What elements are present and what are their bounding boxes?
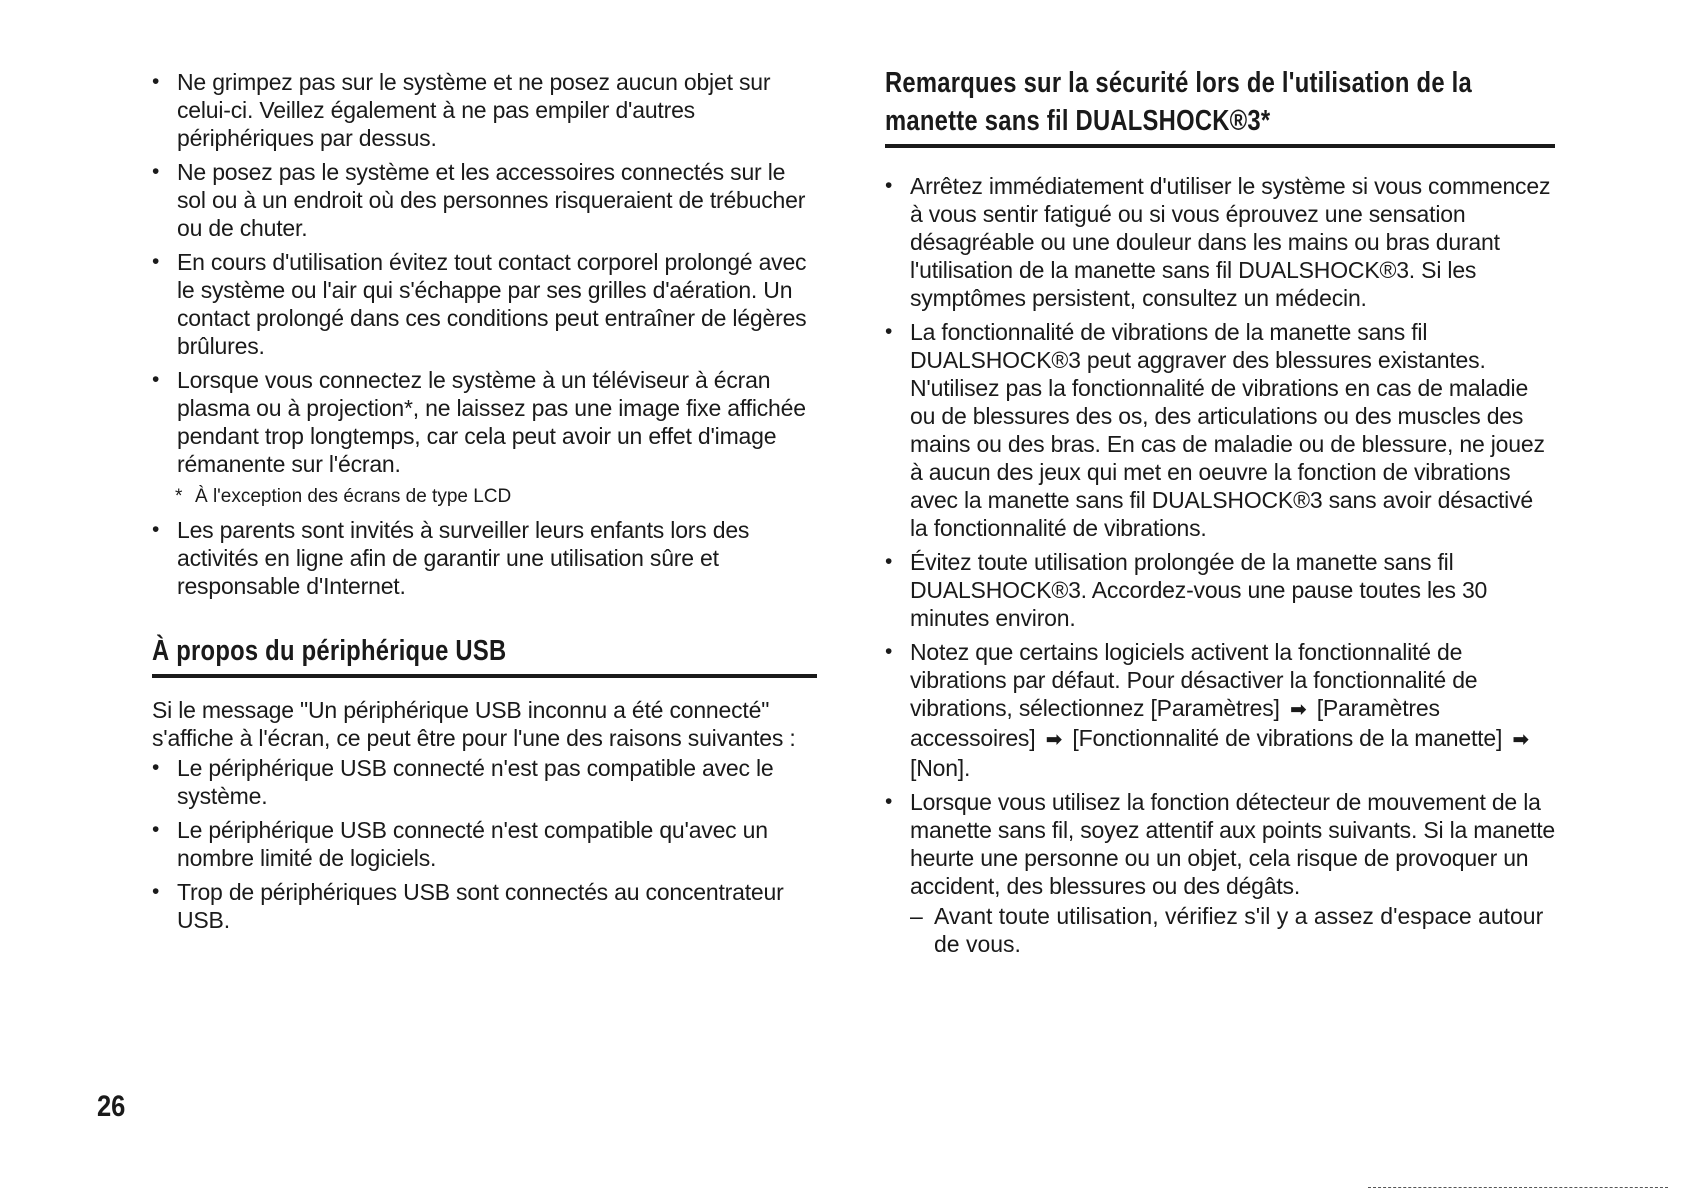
menu-path-step: [Non]. bbox=[910, 755, 971, 781]
footnote-mark: * bbox=[175, 486, 183, 507]
footnote-text: À l'exception des écrans de type LCD bbox=[195, 486, 512, 507]
menu-path-step: [Paramètres] bbox=[1150, 695, 1280, 721]
list-item: • La fonctionnalité de vibrations de la manette sans fil DUALSHOCK®3 peut aggraver des blessures existantes. N'utilisez pas la fonctionnalité de vibrations en cas de maladie ou de blessures des os, des articulations ou des muscles des mains ou des bras. En cas de maladie ou de blessure, ne jouez à aucun des jeux qui met en oeuvre la fonction de vibrations avec la manette sans fil DUALSHOCK®3 sans avoir désactivé la fonctionnalité de vibrations. bbox=[885, 318, 1555, 542]
list-item-settings bbox=[885, 638, 1555, 782]
list-item: • Les parents sont invités à surveiller leurs enfants lors des activités en ligne afin de garantir une utilisation sûre et responsable d'Internet. bbox=[152, 516, 817, 600]
list-item: • Évitez toute utilisation prolongée de la manette sans fil DUALSHOCK®3. Accordez-vous une pause toutes les 30 minutes environ. bbox=[885, 548, 1555, 632]
list-item: • Trop de périphériques USB sont connectés au concentrateur USB. bbox=[152, 878, 817, 934]
menu-path-step: [Fonctionnalité de vibrations de la manette] bbox=[1072, 725, 1503, 751]
parents-list bbox=[152, 516, 817, 600]
scan-edge-line bbox=[1368, 1187, 1668, 1189]
list-item: • En cours d'utilisation évitez tout contact corporel prolongé avec le système ou l'air qui s'échappe par ses grilles d'aération. Un contact prolongé dans ces conditions peut entraîner de légères brûlures. bbox=[152, 248, 817, 360]
list-item: • Ne grimpez pas sur le système et ne posez aucun objet sur celui-ci. Veillez également à ne pas empiler d'autres périphériques par dessus. bbox=[152, 68, 817, 152]
right-arrow-icon: ➡ bbox=[1512, 729, 1529, 751]
safety-list-left bbox=[152, 68, 817, 478]
list-item: • Le périphérique USB connecté n'est pas compatible avec le système. bbox=[152, 754, 817, 810]
list-item: • Le périphérique USB connecté n'est compatible qu'avec un nombre limité de logiciels. bbox=[152, 816, 817, 872]
controller-safety-heading: Remarques sur la sécurité lors de l'utilisation de la manette sans fil DUALSHOCK®3* bbox=[885, 67, 1472, 137]
right-arrow-icon: ➡ bbox=[1289, 699, 1307, 721]
list-item: • Lorsque vous connectez le système à un téléviseur à écran plasma ou à projection*, ne laissez pas une image fixe affichée pendant trop longtemps, car cela peut avoir un effet d'image rémanente sur l'écran. bbox=[152, 366, 817, 478]
sub-item bbox=[885, 902, 1555, 958]
list-item: • Arrêtez immédiatement d'utiliser le système si vous commencez à vous sentir fatigué ou si vous éprouvez une sensation désagréable ou une douleur dans les mains ou bras durant l'utilisation de la manette sans fil DUALSHOCK®3. Si les symptômes persistent, consultez un médecin. bbox=[885, 172, 1555, 312]
heading-rule bbox=[152, 674, 817, 678]
dash-mark: – bbox=[910, 903, 923, 929]
right-column bbox=[885, 64, 1555, 958]
list-item: • Lorsque vous utilisez la fonction détecteur de mouvement de la manette sans fil, soyez attentif aux points suivants. Si la manette heurte une personne ou un objet, cela risque de provoquer un accident, des blessures ou des dégâts. bbox=[885, 788, 1555, 900]
usb-reasons-list bbox=[152, 754, 817, 934]
footnote bbox=[152, 484, 817, 510]
right-arrow-icon: ➡ bbox=[1045, 729, 1063, 751]
controller-safety-list bbox=[885, 172, 1555, 900]
sub-item-text: Avant toute utilisation, vérifiez s'il y a assez d'espace autour de vous. bbox=[934, 903, 1544, 957]
menu-path-step: [Paramètres accessoires] bbox=[910, 695, 1440, 751]
list-item: • Ne posez pas le système et les accessoires connectés sur le sol ou à un endroit où des personnes risqueraient de trébucher ou de chuter. bbox=[152, 158, 817, 242]
left-column bbox=[152, 68, 817, 940]
heading-rule bbox=[885, 144, 1555, 148]
usb-section-heading: À propos du périphérique USB bbox=[152, 635, 507, 667]
settings-text: Notez que certains logiciels activent la fonctionnalité de vibrations par défaut. Pour désactiver la fonctionnalité de vibrations, sélectionnez bbox=[910, 639, 1478, 721]
page-number: 26 bbox=[97, 1090, 126, 1123]
usb-intro: Si le message "Un périphérique USB inconnu a été connecté" s'affiche à l'écran, ce peut être pour l'une des raisons suivantes : bbox=[152, 697, 796, 751]
